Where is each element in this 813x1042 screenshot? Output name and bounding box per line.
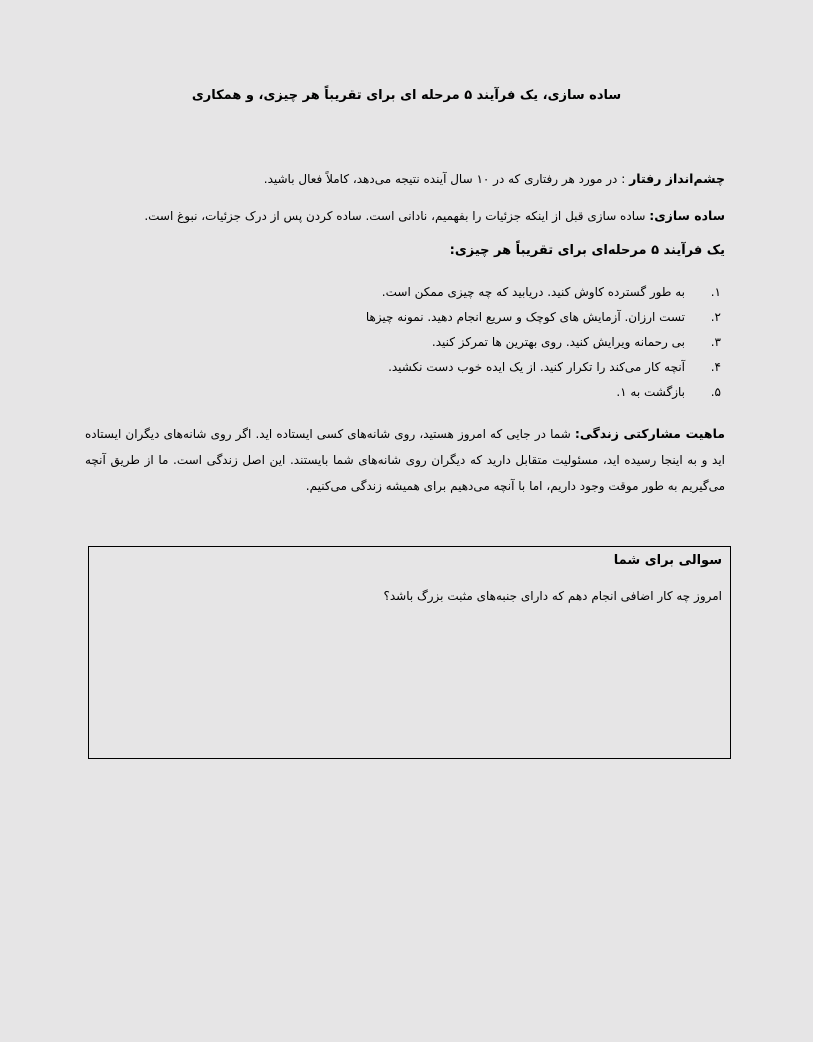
step-text: به طور گسترده کاوش کنید. دریابید که چه چیزی ممکن است. — [381, 285, 685, 299]
list-item — [85, 380, 725, 405]
list-item — [85, 305, 725, 330]
step-number: ۵. — [710, 385, 721, 399]
life-text: شما در جایی که امروز هستید، روی شانه‌های کسی ایستاده اید. اگر روی شانه‌های دیگران ایستاده اید و به اینجا رسیده اید، مسئولیت متقابل دارید که دیگران روی شانه‌های شما بایستند. این اصل زندگی است. ما از طریق آنچه می‌گیریم به طور موقت وجود داریم، اما با آنچه می‌دهیم برای همیشه زندگی می‌کنیم. — [85, 427, 725, 493]
simplify-label: ساده سازی: — [649, 208, 725, 223]
simplify-text: ساده سازی قبل از اینکه جزئیات را بفهمیم، نادانی است. ساده کردن پس از درک جزئیات، نبوغ است. — [144, 209, 650, 223]
life-paragraph — [85, 421, 725, 499]
step-text: تست ارزان. آزمایش های کوچک و سریع انجام دهید. نمونه چیزها — [365, 310, 685, 324]
steps-list — [85, 280, 725, 405]
life-label: ماهیت مشارکتی زندگی: — [574, 426, 726, 441]
question-box-title: سوالی برای شما — [613, 553, 722, 568]
step-number: ۳. — [710, 335, 721, 349]
step-number: ۲. — [710, 310, 721, 324]
list-item — [85, 330, 725, 355]
simplify-paragraph — [85, 203, 725, 229]
question-text: امروز چه کار اضافی انجام دهم که دارای جنبه‌های مثبت بزرگ باشد؟ — [383, 589, 722, 603]
step-number: ۴. — [710, 360, 721, 374]
step-text: بازگشت به ۱. — [616, 385, 685, 399]
page-title: ساده سازی، یک فرآیند ۵ مرحله ای برای تقریباً هر چیزی، و همکاری — [191, 88, 622, 103]
step-text: بی رحمانه ویرایش کنید. روی بهترین ها تمرکز کنید. — [431, 335, 685, 349]
step-text: آنچه کار می‌کند را تکرار کنید. از یک ایده خوب دست نکشید. — [388, 360, 685, 374]
step-number: ۱. — [710, 285, 721, 299]
process-heading: یک فرآیند ۵ مرحله‌ای برای تقریباً هر چیزی: — [449, 243, 725, 258]
vision-paragraph — [85, 166, 725, 192]
list-item — [85, 355, 725, 380]
list-item — [85, 280, 725, 305]
vision-text: : در مورد هر رفتاری که در ۱۰ سال آینده نتیجه می‌دهد، کاملاً فعال باشید. — [263, 172, 630, 186]
question-box — [88, 546, 731, 759]
vision-label: چشم‌انداز رفتار — [629, 171, 725, 186]
